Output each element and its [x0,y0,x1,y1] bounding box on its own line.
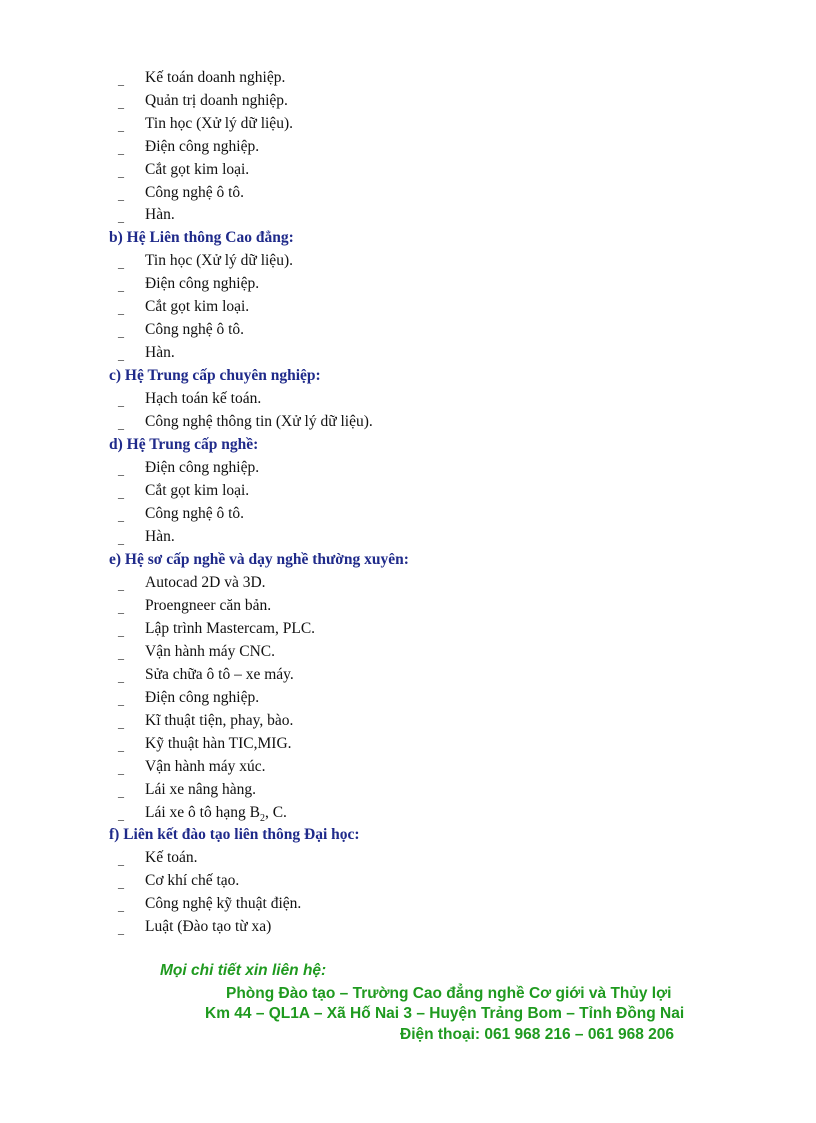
bullet: _ [118,647,124,661]
list-item: _ Lái xe ô tô hạng $B_2$, C. [118,801,287,824]
list-item: _ Kế toán. [118,846,198,869]
bullet: _ [118,785,124,799]
bullet: _ [118,601,124,615]
list-item: _ Điện công nghiệp. [118,135,259,158]
bullet: _ [118,899,124,913]
list-item: _ Hàn. [118,341,175,364]
bullet: _ [118,670,124,684]
bullet: _ [118,509,124,523]
bullet: _ [118,96,124,110]
bullet: _ [118,808,124,822]
list-item: _ Sửa chữa ô tô – xe máy. [118,663,294,686]
list-item: _ Công nghệ kỹ thuật điện. [118,892,301,915]
list-item: _ Kỹ thuật hàn TIC,MIG. [118,732,292,755]
bullet: _ [118,210,124,224]
bullet: _ [118,853,124,867]
bullet: _ [118,486,124,500]
contact-phone: Điện thoại: 061 968 216 – 061 968 206 [400,1026,675,1043]
list-item: _ Lập trình Mastercam, PLC. [118,617,315,640]
list-item: _ Hàn. [118,525,175,548]
list-item: _ Công nghệ ô tô. [118,502,244,525]
list-item: _ Quản trị doanh nghiệp. [118,89,288,112]
list-item: _ Hạch toán kế toán. [118,387,261,410]
section-heading-b: b) Hệ Liên thông Cao đẳng: [109,229,294,246]
bullet: _ [118,73,124,87]
bullet: _ [118,325,124,339]
contact-office: Phòng Đào tạo – Trường Cao đẳng nghề Cơ giới và Thủy lợi [226,985,672,1002]
bullet: _ [118,394,124,408]
bullet: _ [118,922,124,936]
bullet: _ [118,762,124,776]
bullet: _ [118,693,124,707]
section-heading-e: e) Hệ sơ cấp nghề và dạy nghề thường xuyên: [109,551,409,568]
bullet: _ [118,876,124,890]
list-item: _ Luật (Đào tạo từ xa) [118,915,271,938]
list-item: _ Lái xe nâng hàng. [118,778,256,801]
list-item: _ Proengneer căn bản. [118,594,271,617]
list-item: _ Cơ khí chế tạo. [118,869,239,892]
list-item: _ Cắt gọt kim loại. [118,479,249,502]
list-item: _ Kĩ thuật tiện, phay, bào. [118,709,293,732]
bullet: _ [118,256,124,270]
list-item: _ Cắt gọt kim loại. [118,158,249,181]
contact-intro: Mọi chi tiết xin liên hệ: [160,962,327,979]
section-heading-c: c) Hệ Trung cấp chuyên nghiệp: [109,367,321,384]
bullet: _ [118,624,124,638]
section-heading-f: f) Liên kết đào tạo liên thông Đại học: [109,826,360,843]
bullet: _ [118,142,124,156]
contact-address: Km 44 – QL1A – Xã Hố Nai 3 – Huyện Trảng Bom – Tỉnh Đồng Nai [205,1005,685,1022]
list-item: _ Công nghệ ô tô. [118,181,244,204]
list-item: _ Hàn. [118,203,175,226]
list-item: _ Công nghệ ô tô. [118,318,244,341]
bullet: _ [118,302,124,316]
list-item: _ Autocad 2D và 3D. [118,571,266,594]
list-item: _ Cắt gọt kim loại. [118,295,249,318]
bullet: _ [118,348,124,362]
section-heading-d: d) Hệ Trung cấp nghề: [109,436,259,453]
list-item: _ Tin học (Xử lý dữ liệu). [118,112,293,135]
bullet: _ [118,417,124,431]
list-item: _ Tin học (Xử lý dữ liệu). [118,249,293,272]
bullet: _ [118,279,124,293]
list-item: _ Vận hành máy xúc. [118,755,266,778]
list-item: _ Điện công nghiệp. [118,686,259,709]
bullet: _ [118,739,124,753]
bullet: _ [118,532,124,546]
bullet: _ [118,716,124,730]
bullet: _ [118,188,124,202]
list-item: _ Kế toán doanh nghiệp. [118,66,285,89]
bullet: _ [118,119,124,133]
list-item: _ Công nghệ thông tin (Xử lý dữ liệu). [118,410,373,433]
list-item: _ Vận hành máy CNC. [118,640,275,663]
bullet: _ [118,463,124,477]
bullet: _ [118,578,124,592]
list-item: _ Điện công nghiệp. [118,272,259,295]
bullet: _ [118,165,124,179]
list-item: _ Điện công nghiệp. [118,456,259,479]
